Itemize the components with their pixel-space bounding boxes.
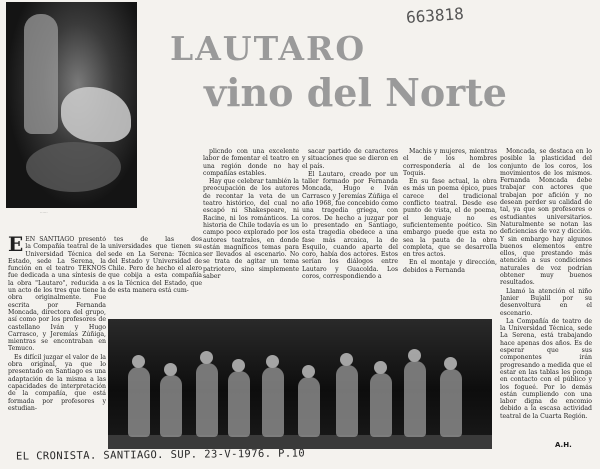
article-column-4: Machis y mujeres, mientras el de los hombres correspondería al de los Toquis. En su fase actual, la obra es más un poema épico, pues carece del tradicional conflicto teatral. Desde ese punto de vista, el de poema, el lenguaje no es suficientemente poético. Sin embargo puede que esta no sea la pauta de la obra completa, que se desarrolla en tres actos. En el montaje y dirección, debidos a Fernanda bbox=[403, 148, 497, 274]
article-column-3: sacar partido de caracteres y situaciones que se dieron en el país. El Lautaro, creado por un taller formado por Fernanda Moncada, Hugo e Iván Carrasco y Jeremías Zúñiga el año 1968, fue concebido como una tragedia griega, con coros. De hecho a juzgar por lo presentado en Santiago, esta tragedia obedece a una fase más arcaica, la de Esquilo, cuando aparte del coro, había dos actores. Estos serían los diálogos entre Lautaro y Guacolda. Los coros, correspondiendo a bbox=[302, 148, 398, 281]
photo-caption: ...... bbox=[40, 209, 48, 214]
article-column-2b: tes de las dos universidades que tienen su sede en La Serena: Técnica del Estado y Universidad de Chile. Pero de hecho el alero que cobija a esta compañía es la Técnica del Estado, que de esta manera está cum- bbox=[108, 236, 202, 295]
article-column-1: EEN SANTIAGO presentó la Compañía teatral de la Universidad Técnica del Estado, sede La Serena, la función en el teatro TEKNOS fue dedicada a una síntesis de la obra "Lautaro", reducida a un acto de los tres que tiene la obra originalmente. Fue escrita por Fernanda Moncada, directora del grupo, así como por los profesores de castellano Iván y Hugo Carrasco, y Jeremías Zúñiga, mientras se encontraban en Temuco. Es difícil juzgar el valor de la obra original, ya que lo presentado en Santiago es una adaptación de la misma a las capacidades de interpretación de la compañía, que está formada por profesores y estudian- bbox=[8, 236, 106, 412]
archive-code: 663818 bbox=[405, 4, 465, 27]
headline-title: LAUTARO bbox=[170, 29, 367, 68]
author-signature: A.H. bbox=[555, 441, 572, 449]
article-column-2: plicndo con una excelente labor de fomentar el teatro en una región donde no hay compañías estables. Hay que celebrar también la preocupación de los autores de recontar la veta de un teatro histórico, del cual no escapó ni Shakespeare, ni Racine, ni los románticos. La historia de Chile todavía es un campo poco explorado por los autores teatrales, en donde están magníficos temas para ser llevados al escenario. No se trata de agitar un tema patriotero, sino simplemente saber bbox=[203, 148, 299, 281]
headline-subtitle: vino del Norte bbox=[204, 70, 507, 115]
article-column-5: Moncada, se destaca en lo posible la plasticidad del conjunto de los coros, los movimientos de los mismos. Fernanda Moncada debe trabajar con actores que trabajan por afición y no desean perder su calidad de tal, ya que son profesores o estudiantes universitarios. Naturalmente se notan las deficiencias de voz y dicción. Y sin embargo hay algunos buenos elementos entre ellos, que prestando más atención a sus condiciones naturales de voz podrían obtener muy buenos resultados. Llamó la atención el niño Janier Bujalil por su desenvoltura en el escenario. La Compañía de teatro de la Universidad Técnica, sede La Serena, está trabajando hace apenas dos años. Es de esperar que sus componentes irán progresando a medida que el estar en las tablas les ponga en contacto con el público y los fogueé. Por lo demás están cumpliendo con una labor digna de encomio debido a la escasa actividad teatral de la Cuarta Región. bbox=[500, 148, 592, 420]
stage-photo bbox=[108, 319, 492, 449]
headline bbox=[170, 29, 507, 115]
source-annotation: EL CRONISTA. SANTIAGO. SUP. 23-V-1976. P.10 bbox=[15, 447, 306, 463]
actor-photo-top bbox=[6, 2, 137, 208]
